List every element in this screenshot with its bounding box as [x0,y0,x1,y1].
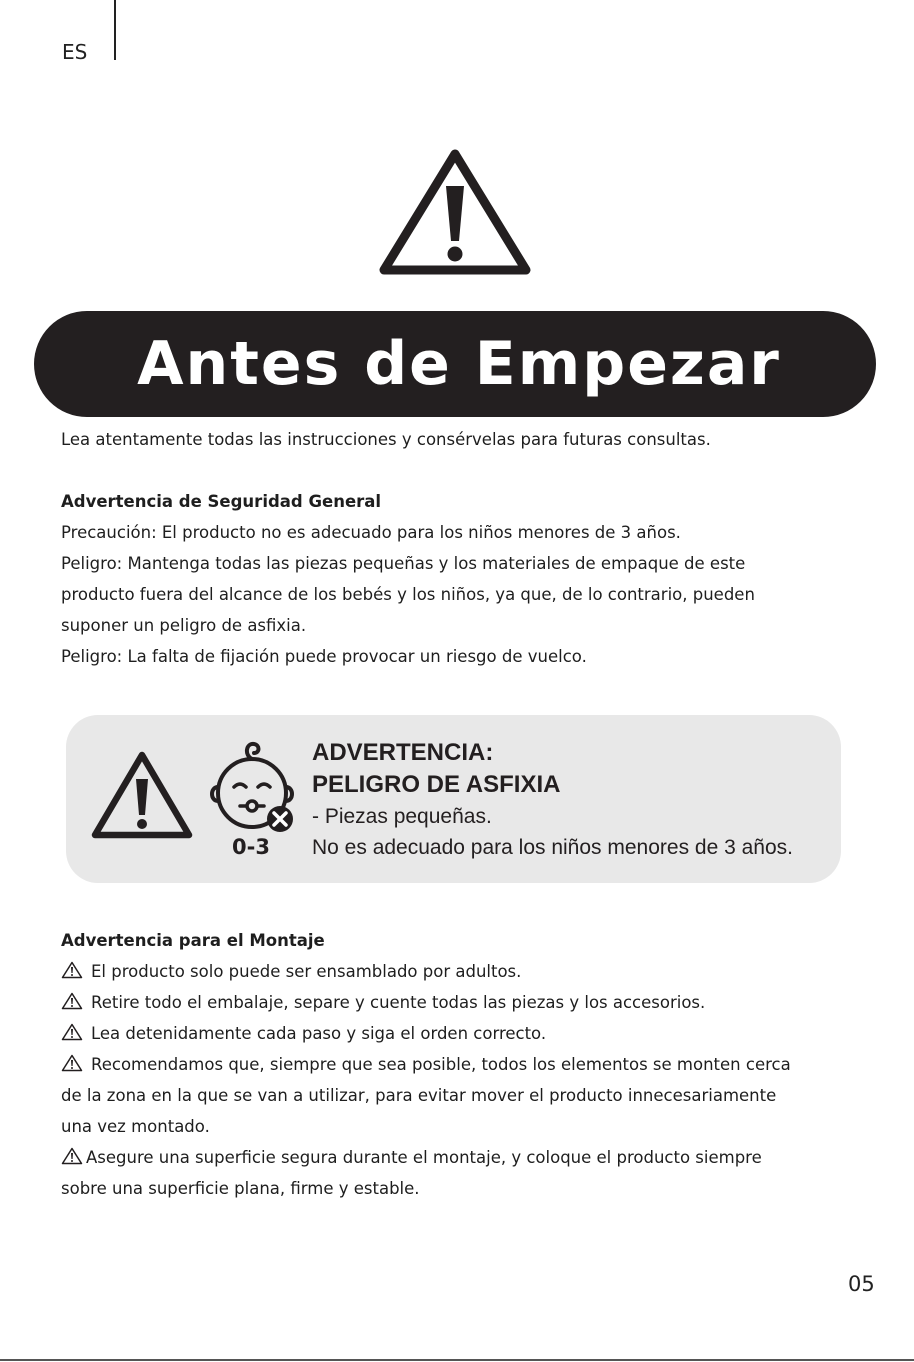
choking-warning-box [66,715,841,883]
general-safety-line: Peligro: La falta de fijación puede provocar un riesgo de vuelco. [61,647,587,666]
warning-small-icon [61,992,83,1010]
general-safety-line: producto fuera del alcance de los bebés y los niños, ya que, de lo contrario, pueden [61,585,755,604]
assembly-item [61,956,791,987]
choking-warning-subtitle: PELIGRO DE ASFIXIA [312,771,561,798]
general-safety-section [61,486,755,672]
header-divider [114,0,116,60]
title-banner [34,311,876,417]
assembly-item [61,987,791,1018]
warning-small-icon [61,1147,83,1165]
baby-face-icon [204,739,300,835]
warning-small-icon [61,1054,83,1072]
choking-warning-body: - Piezas pequeñas. [312,805,492,828]
age-label: 0-3 [232,835,270,859]
assembly-item-text: Asegure una superficie segura durante el montaje, y coloque el producto siempre [86,1148,762,1167]
assembly-item-text: Retire todo el embalaje, separe y cuente todas las piezas y los accesorios. [91,993,706,1012]
general-safety-heading: Advertencia de Seguridad General [61,492,382,511]
assembly-item [61,1142,791,1173]
warning-small-icon [61,961,83,979]
warning-triangle-icon [378,146,532,278]
general-safety-line: suponer un peligro de asfixia. [61,616,307,635]
assembly-item [61,1018,791,1049]
assembly-section [61,925,791,1204]
footer-rule [0,1359,914,1361]
warning-triangle-icon [90,749,194,841]
general-safety-line: Precaución: El producto no es adecuado para los niños menores de 3 años. [61,523,681,542]
choking-warning-title: ADVERTENCIA: [312,739,494,766]
assembly-heading: Advertencia para el Montaje [61,931,325,950]
language-code: ES [62,40,88,64]
assembly-item-text: Recomendamos que, siempre que sea posible, todos los elementos se monten cerca [91,1055,791,1074]
assembly-item-continuation: de la zona en la que se van a utilizar, para evitar mover el producto innecesariamente [61,1086,777,1105]
general-safety-line: Peligro: Mantenga todas las piezas pequeñas y los materiales de empaque de este [61,554,746,573]
assembly-item-text: Lea detenidamente cada paso y siga el orden correcto. [91,1024,547,1043]
intro-text: Lea atentamente todas las instrucciones y consérvelas para futuras consultas. [61,430,711,449]
assembly-item [61,1049,791,1080]
warning-small-icon [61,1023,83,1041]
page-title: Antes de Empezar [137,329,781,399]
assembly-item-continuation: una vez montado. [61,1117,210,1136]
assembly-item-continuation: sobre una superficie plana, firme y estable. [61,1179,420,1198]
assembly-item-text: El producto solo puede ser ensamblado por adultos. [91,962,522,981]
choking-warning-body: No es adecuado para los niños menores de 3 años. [312,836,793,859]
page-number: 05 [848,1272,875,1296]
